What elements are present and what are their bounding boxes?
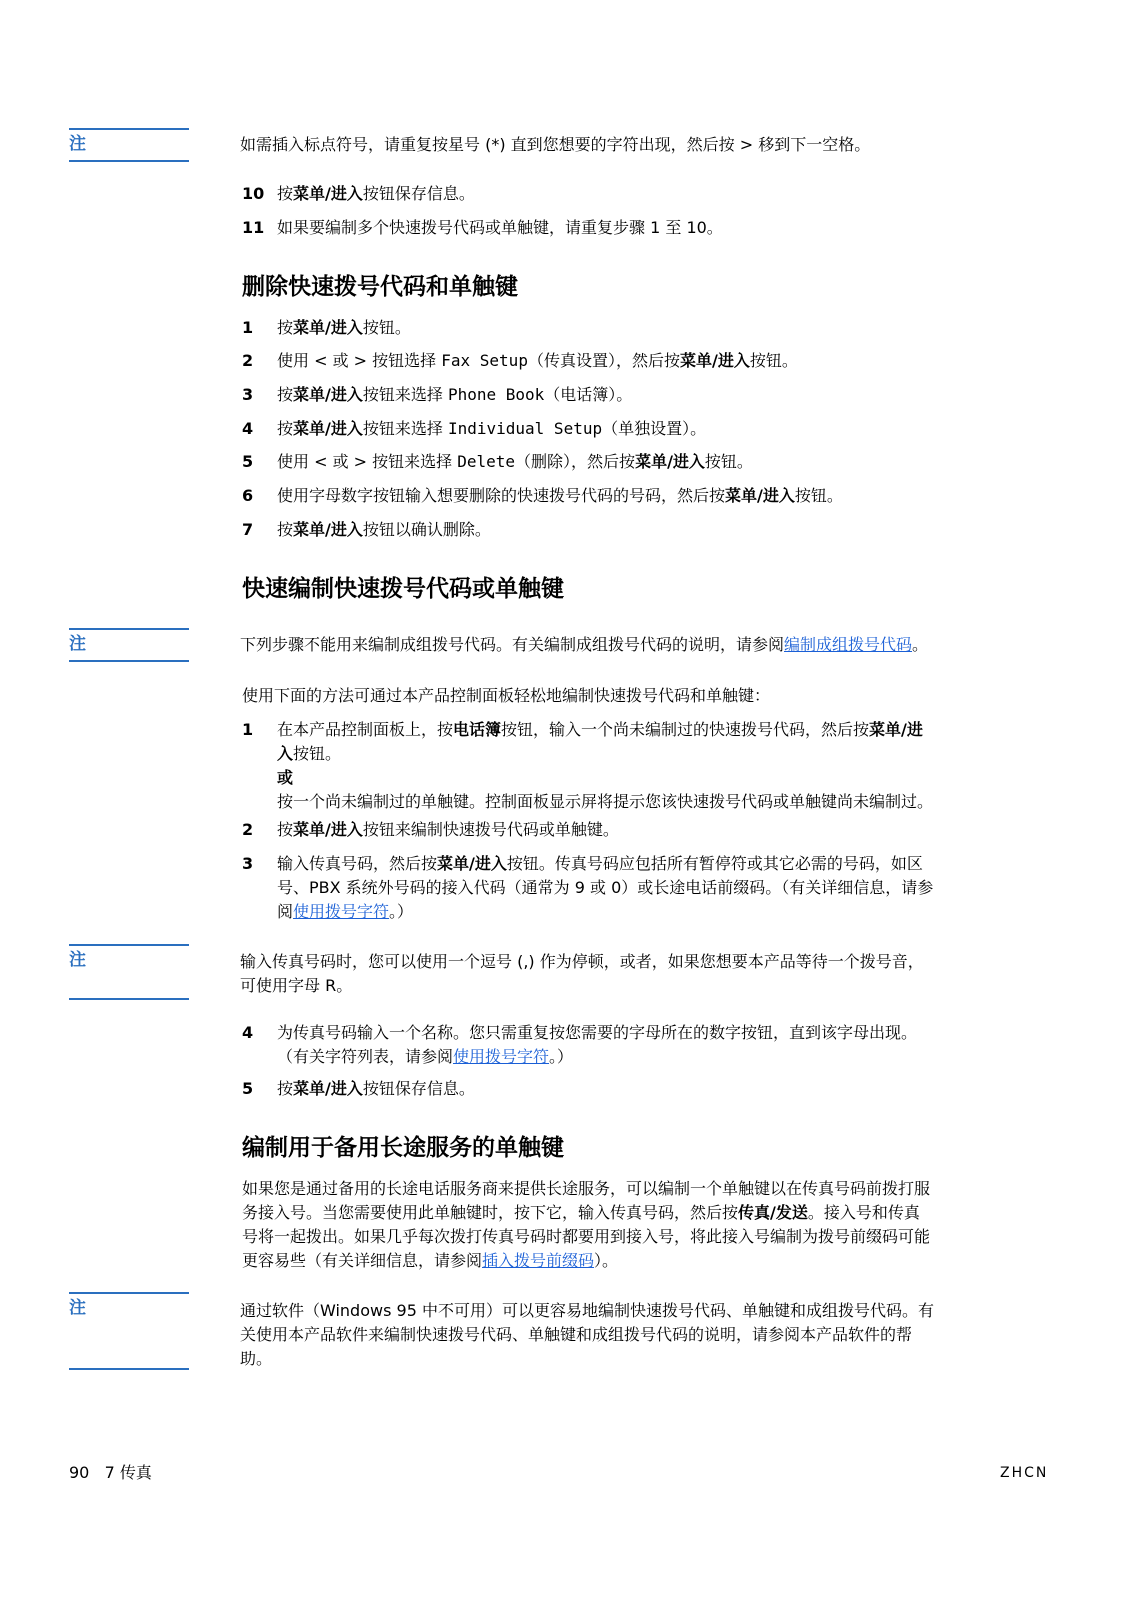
menu-enter-term: 菜单/进入 xyxy=(293,184,363,203)
or-label: 或 xyxy=(277,768,294,787)
section-heading: 快速编制快速拨号代码或单触键 xyxy=(242,576,564,602)
section3-paragraph: 如果您是通过备用的长途电话服务商来提供长途服务，可以编制一个单触键以在传真号码前拨打服 务接入号。当您需要使用此单触键时，按下它，输入传真号码，然后按传真/发送。接入号和传真 号将一起拨出。如果几乎每次拨打传真号码时都要用到接入号，将此接入号编制为拨号前缀码可能 更容易些（有关详细信息，请参阅插入拨号前缀码）。 xyxy=(242,1179,931,1270)
note-text: 通过软件（Windows 95 中不可用）可以更容易地编制快速拨号代码、单触键和成组拨号代码。有 关使用本产品软件来编制快速拨号代码、单触键和成组拨号代码的说明，请参阅本产品软件的帮 助。 xyxy=(240,1301,934,1368)
step-number: 10 xyxy=(242,184,265,203)
link-dial-characters[interactable]: 使用拨号字符 xyxy=(293,902,390,921)
section-heading: 删除快速拨号代码和单触键 xyxy=(242,274,518,300)
link-dial-characters[interactable]: 使用拨号字符 xyxy=(453,1047,550,1066)
note-label-text: 注 xyxy=(69,134,86,154)
chapter-title: 7 传真 xyxy=(104,1463,152,1482)
link-group-dial[interactable]: 编制成组拨号代码 xyxy=(784,635,913,654)
note-text: 输入传真号码时，您可以使用一个逗号 (,) 作为停顿，或者，如果您想要本产品等待一个拨号音， 可使用字母 R。 xyxy=(240,952,924,995)
note-text: 如需插入标点符号，请重复按星号 (*) 直到您想要的字符出现，然后按 > 移到下一空格。 xyxy=(240,135,871,154)
link-dial-prefix[interactable]: 插入拨号前缀码 xyxy=(482,1251,595,1270)
note-text: 下列步骤不能用来编制成组拨号代码。有关编制成组拨号代码的说明，请参阅编制成组拨号代码。 xyxy=(240,635,929,654)
page-footer-left xyxy=(69,1461,152,1485)
intro-paragraph: 使用下面的方法可通过本产品控制面板轻松地编制快速拨号代码和单触键： xyxy=(242,686,771,705)
note-rule-bottom xyxy=(69,160,189,162)
note-rule-top xyxy=(69,128,189,130)
page-number: 90 xyxy=(69,1463,90,1482)
locale-code: ZHCN xyxy=(1000,1465,1049,1481)
section-heading: 编制用于备用长途服务的单触键 xyxy=(242,1135,564,1161)
step-number: 11 xyxy=(242,218,265,237)
